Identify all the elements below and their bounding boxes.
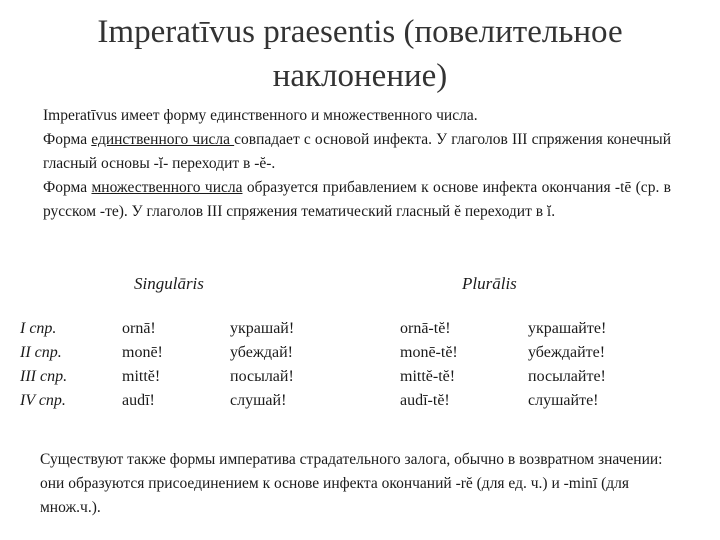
singular-russian-form: посылай!: [230, 368, 294, 385]
singular-latin-form: audī!: [122, 392, 155, 409]
conjugation-column: [20, 317, 67, 413]
plural-latin-form: mittĕ-tĕ!: [400, 368, 456, 385]
plural-russian-form: посылайте!: [528, 368, 606, 385]
singular-latin-column: [122, 317, 163, 413]
singular-russian-form: убеждай!: [230, 344, 294, 361]
plural-russian-form: слушайте!: [528, 392, 599, 409]
intro-p2-rest: совпадает с основой инфекта. У глаголов III спряжения конечный гласный основы -ĭ- переходит в -ĕ-.: [43, 131, 672, 172]
singular-russian-form: слушай!: [230, 392, 287, 409]
title-line-2: наклонение): [272, 58, 448, 94]
plural-latin-form: monē-tĕ!: [400, 344, 458, 361]
singular-latin-form: ornā!: [122, 320, 156, 337]
singular-russian-form: украшай!: [230, 320, 295, 337]
plural-russian-form: убеждайте!: [528, 344, 606, 361]
conjugation-label: I спр.: [20, 320, 57, 337]
plural-latin-form: audī-tĕ!: [400, 392, 450, 409]
intro-paragraph-1: Imperatīvus имеет форму единственного и множественного числа.: [43, 107, 478, 124]
singular-latin-form: mittĕ!: [122, 368, 161, 385]
plural-latin-column: [400, 317, 458, 413]
title-line-1: Imperatīvus praesentis (повелительное: [97, 14, 623, 50]
intro-p3-lead: Форма: [43, 179, 92, 196]
passive-note: Существуют также формы императива страдательного залога, обычно в возвратном значении: они образуются присоединением к основе инфекта окончаний -rĕ (для ед. ч.) и -minī (для множ.ч.).: [40, 451, 663, 516]
intro-paragraph-3: [43, 176, 671, 224]
plural-russian-form: украшайте!: [528, 320, 607, 337]
singular-number-term: единственного числа: [91, 131, 235, 148]
intro-paragraph-2: [43, 128, 671, 176]
intro-p3-rest: образуется прибавлением к основе инфекта окончания -tē (ср. в русском -те). У глаголов III спряжения тематический гласный ĕ переходит в ĭ.: [43, 179, 672, 220]
plural-latin-form: ornā-tĕ!: [400, 320, 451, 337]
singular-latin-form: monē!: [122, 344, 163, 361]
slide-title: [40, 10, 680, 98]
plural-number-term: множественного числа: [91, 179, 243, 196]
conjugation-label: IV спр.: [20, 392, 66, 409]
conjugation-label: II спр.: [20, 344, 62, 361]
intro-p2-lead: Форма: [43, 131, 92, 148]
singular-heading: Singulāris: [134, 274, 204, 293]
plural-russian-column: [528, 317, 606, 413]
intro-text: [43, 104, 671, 224]
conjugation-label: III спр.: [20, 368, 68, 385]
plural-heading: Plurālis: [462, 274, 517, 293]
singular-russian-column: [230, 317, 294, 413]
